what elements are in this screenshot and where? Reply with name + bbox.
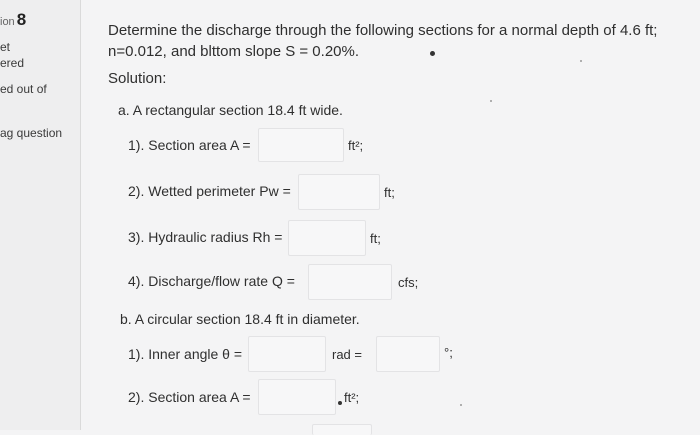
speck [490, 100, 492, 102]
part-b-item1-unit: rad = [332, 347, 362, 362]
stray-dot-2 [338, 401, 342, 405]
question-text-line2: n=0.012, and blttom slope S = 0.20%. [108, 43, 360, 60]
part-a-item1-label: 1). Section area A = [128, 137, 251, 153]
section-area-input[interactable] [258, 128, 344, 162]
question-number-value: 8 [16, 10, 27, 29]
inner-angle-rad-input[interactable] [248, 336, 326, 372]
solution-label: Solution: [108, 70, 167, 87]
status-line-1: et [0, 40, 11, 54]
flag-question-link[interactable]: ag question [0, 126, 63, 140]
question-info-sidebar [0, 0, 81, 430]
question-content [80, 0, 700, 430]
part-b-item1-unit2: °; [444, 345, 453, 360]
part-a-heading: a. A rectangular section 18.4 ft wide. [118, 102, 343, 118]
part-b-item1-label: 1). Inner angle θ = [128, 346, 243, 362]
part-a-item1-unit: ft²; [348, 138, 364, 153]
circular-section-area-input[interactable] [258, 379, 336, 415]
part-a-item3-unit: ft; [370, 231, 381, 246]
hydraulic-radius-input[interactable] [288, 220, 366, 256]
discharge-input[interactable] [308, 264, 392, 300]
inner-angle-deg-input[interactable] [376, 336, 440, 372]
part-a-item2-label: 2). Wetted perimeter Pw = [128, 183, 291, 199]
question-number [0, 10, 26, 30]
part-a-item4-label: 4). Discharge/flow rate Q = [128, 273, 295, 289]
status-line-2: ered [0, 56, 25, 70]
part-a-item4-unit: cfs; [398, 275, 419, 290]
part-b-heading: b. A circular section 18.4 ft in diameter. [120, 311, 360, 327]
part-b-item2-unit: ft²; [344, 390, 360, 405]
wetted-perimeter-input[interactable] [298, 174, 380, 210]
part-a-item2-unit: ft; [384, 185, 395, 200]
part-a-item3-label: 3). Hydraulic radius Rh = [128, 229, 283, 245]
question-text-line1: Determine the discharge through the following sections for a normal depth of 4.6 ft; [108, 22, 658, 39]
question-prefix: ion [0, 16, 15, 28]
stray-dot [430, 51, 435, 56]
marks-label: ed out of [0, 82, 47, 96]
speck [580, 60, 582, 62]
speck [460, 404, 462, 406]
part-b-item2-label: 2). Section area A = [128, 389, 251, 405]
